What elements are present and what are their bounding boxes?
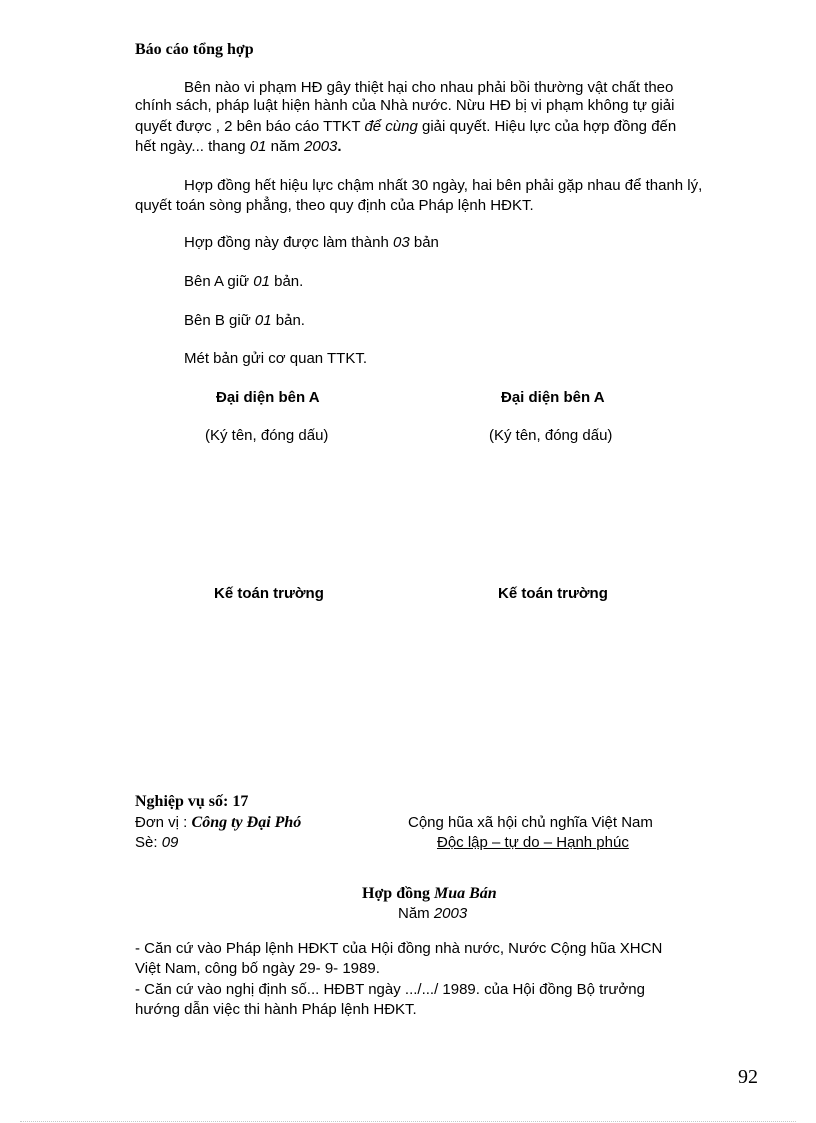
contract-title <box>362 885 497 903</box>
contract-type: Mua Bán <box>434 885 497 902</box>
text-run: Bên A giữ <box>184 273 254 290</box>
page-number: 92 <box>738 1066 758 1088</box>
paragraph-line: Hợp đồng hết hiệu lực chậm nhất 30 ngày, hai bên phải gặp nhau để thanh lý, <box>184 177 703 194</box>
signature-title-right: Đại diện bên A <box>501 389 605 406</box>
text-run: Hợp đồng <box>362 885 434 902</box>
section-title: Báo cáo tổng hợp <box>135 41 254 58</box>
copies-count: 01 <box>253 273 270 290</box>
basis-line: hướng dẫn việc thi hành Pháp lệnh HĐKT. <box>135 1001 417 1018</box>
basis-line: - Căn cứ vào nghị định số... HĐBT ngày .../.../ 1989. của Hội đồng Bộ trưởng <box>135 981 645 998</box>
paragraph-line <box>135 118 676 135</box>
text-run: . <box>337 138 342 155</box>
paragraph-line: Bên nào vi phạm HĐ gây thiệt hại cho nhau phải bồi thường vật chất theo <box>184 79 674 96</box>
unit-label: Đơn vị : <box>135 814 192 831</box>
month-value: 01 <box>249 138 267 155</box>
text-run: Hợp đồng này được làm thành <box>184 234 393 251</box>
text-run: Năm <box>398 905 434 922</box>
number-value: 09 <box>161 834 179 851</box>
text-run: giải quyết. Hiệu lực của hợp đồng đến <box>417 118 677 135</box>
transaction-number: Nghiệp vụ số: 17 <box>135 793 249 810</box>
copies-made <box>184 234 439 251</box>
text-run: bản. <box>271 312 305 329</box>
text-run: năm <box>266 138 305 155</box>
accountant-title-left: Kế toán trường <box>214 585 324 602</box>
copies-agency: Mét bản gửi cơ quan TTKT. <box>184 350 368 367</box>
text-run: bản <box>409 234 439 251</box>
unit-name: Công ty Đại Phó <box>191 814 302 831</box>
page-bottom-rule <box>20 1121 796 1122</box>
signature-note-right: (Ký tên, đóng dấu) <box>489 427 613 444</box>
text-run: Bên B giữ <box>184 312 255 329</box>
copies-count: 01 <box>254 312 272 329</box>
paragraph-line <box>135 138 342 155</box>
document-number <box>135 834 178 851</box>
text-run: quyết được , 2 bên báo cáo TTKT <box>135 118 365 135</box>
signature-note-left: (Ký tên, đóng dấu) <box>205 427 329 444</box>
national-title: Cộng hũa xã hội chủ nghĩa Việt Nam <box>408 814 653 831</box>
unit-line <box>135 814 301 832</box>
basis-line: Việt Nam, công bố ngày 29- 9- 1989. <box>135 960 380 977</box>
number-label: Sè: <box>135 834 162 851</box>
paragraph-line: quyết toán sòng phẳng, theo quy định của Pháp lệnh HĐKT. <box>135 197 534 214</box>
text-run: bản. <box>269 273 304 290</box>
basis-line: - Căn cứ vào Pháp lệnh HĐKT của Hội đồng nhà nước, Nước Cộng hũa XHCN <box>135 940 663 957</box>
copies-count: 03 <box>393 234 410 251</box>
accountant-title-right: Kế toán trường <box>498 585 608 602</box>
copies-party-a <box>184 273 303 290</box>
signature-title-left: Đại diện bên A <box>216 389 320 406</box>
national-motto: Độc lập – tự do – Hạnh phúc <box>437 834 629 851</box>
italic-run: để cùng <box>364 118 418 135</box>
contract-year <box>398 905 467 922</box>
paragraph-line: chính sách, pháp luật hiện hành của Nhà nước. Nừu HĐ bị vi phạm không tự giải <box>135 97 675 114</box>
text-run: hết ngày... thang <box>135 138 250 155</box>
year-value: 2003 <box>304 138 338 155</box>
year-value: 2003 <box>433 905 468 922</box>
copies-party-b <box>184 312 305 329</box>
